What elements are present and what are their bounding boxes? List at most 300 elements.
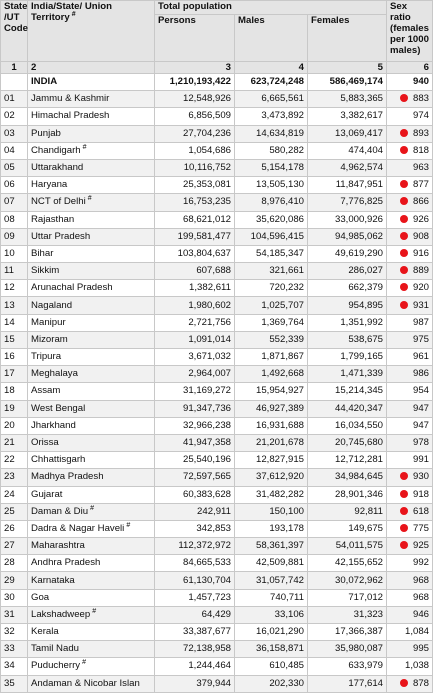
persons-cell: 2,964,007 (155, 366, 235, 383)
males-cell: 552,339 (235, 331, 308, 348)
persons-cell: 25,540,196 (155, 452, 235, 469)
males-cell: 54,185,347 (235, 245, 308, 262)
table-row (1, 331, 433, 348)
males-cell: 46,927,389 (235, 400, 308, 417)
state-name-cell (28, 486, 155, 503)
header-name-label: India/State/ Union Territory (31, 1, 113, 23)
state-name: Meghalaya (31, 368, 78, 380)
state-name-cell (28, 589, 155, 606)
sex-ratio-value: 925 (412, 540, 429, 552)
sex-ratio-value: 926 (412, 213, 429, 225)
females-cell: 3,382,617 (308, 108, 387, 125)
sex-ratio-value: 930 (412, 471, 429, 483)
sex-ratio-value: 893 (412, 127, 429, 139)
males-cell: 720,232 (235, 280, 308, 297)
sex-ratio-value: 931 (412, 299, 429, 311)
state-name-cell (28, 349, 155, 366)
state-name-cell (28, 211, 155, 228)
persons-cell: 103,804,637 (155, 245, 235, 262)
state-code-cell: 11 (1, 263, 28, 280)
state-code-cell: 02 (1, 108, 28, 125)
sex-ratio-value: 968 (412, 591, 429, 603)
state-name-cell (28, 263, 155, 280)
sex-ratio-value: 954 (412, 385, 429, 397)
sex-ratio-cell (387, 675, 433, 692)
sex-ratio-cell (387, 606, 433, 623)
males-cell: 193,178 (235, 520, 308, 537)
males-cell: 36,158,871 (235, 641, 308, 658)
sex-ratio-cell (387, 159, 433, 176)
table-row (1, 280, 433, 297)
persons-cell: 41,947,358 (155, 434, 235, 451)
table-row (1, 263, 433, 280)
state-name-cell (28, 417, 155, 434)
persons-cell: 3,671,032 (155, 349, 235, 366)
females-cell: 7,776,825 (308, 194, 387, 211)
sex-ratio-value: 947 (412, 402, 429, 414)
table-row (1, 555, 433, 572)
persons-cell: 68,621,012 (155, 211, 235, 228)
sex-ratio-value: 961 (412, 351, 429, 363)
males-cell: 104,596,415 (235, 228, 308, 245)
state-name: Nagaland (31, 299, 73, 311)
union-territory-mark: # (82, 143, 87, 151)
table-row (1, 194, 433, 211)
state-name: Daman & Diu (31, 505, 89, 517)
state-name-cell (28, 245, 155, 262)
sex-ratio-value: 975 (412, 333, 429, 345)
low-sex-ratio-dot-icon (400, 94, 408, 102)
sex-ratio-value: 978 (412, 437, 429, 449)
persons-cell: 1,980,602 (155, 297, 235, 314)
sex-ratio-value: 866 (412, 196, 429, 208)
males-cell: 150,100 (235, 503, 308, 520)
sex-ratio-cell (387, 142, 433, 159)
persons-cell: 84,665,533 (155, 555, 235, 572)
state-name: Sikkim (31, 265, 60, 277)
table-row (1, 486, 433, 503)
state-name: Uttar Pradesh (31, 230, 91, 242)
state-name: Madhya Pradesh (31, 471, 104, 483)
females-cell: 30,072,962 (308, 572, 387, 589)
union-territory-mark: # (87, 195, 92, 203)
state-name-cell (28, 572, 155, 589)
state-name-cell (28, 280, 155, 297)
state-code-cell: 07 (1, 194, 28, 211)
state-name-cell (28, 228, 155, 245)
males-cell: 8,976,410 (235, 194, 308, 211)
males-cell: 16,931,688 (235, 417, 308, 434)
sex-ratio-value: 992 (412, 557, 429, 569)
table-row (1, 108, 433, 125)
persons-cell: 32,966,238 (155, 417, 235, 434)
females-cell: 92,811 (308, 503, 387, 520)
persons-cell: 33,387,677 (155, 624, 235, 641)
state-name-cell (28, 555, 155, 572)
sex-ratio-value: 916 (412, 247, 429, 259)
state-name: Lakshadweep (31, 608, 91, 620)
sex-ratio-cell (387, 366, 433, 383)
state-code-cell: 12 (1, 280, 28, 297)
state-code-cell: 26 (1, 520, 28, 537)
sex-ratio-cell (387, 228, 433, 245)
state-name-cell (28, 366, 155, 383)
state-name: Tripura (31, 351, 62, 363)
females-cell: 662,379 (308, 280, 387, 297)
sex-ratio-value: 818 (412, 144, 429, 156)
sex-ratio-value: 618 (412, 505, 429, 517)
state-name: Chhattisgarh (31, 454, 86, 466)
state-name: Manipur (31, 316, 66, 328)
state-name-cell (28, 142, 155, 159)
header-state-code: State /UT Code (1, 1, 28, 62)
table-header (1, 1, 433, 74)
state-name: NCT of Delhi (31, 196, 86, 208)
males-cell: 31,482,282 (235, 486, 308, 503)
males-cell: 5,154,178 (235, 159, 308, 176)
table-row (1, 400, 433, 417)
sex-ratio-cell (387, 125, 433, 142)
state-code-cell: 33 (1, 641, 28, 658)
persons-cell: 6,856,509 (155, 108, 235, 125)
low-sex-ratio-dot-icon (400, 266, 408, 274)
header-sex-ratio: Sex ratio (females per 1000 males) (387, 1, 433, 62)
sex-ratio-cell (387, 194, 433, 211)
state-name: Karnataka (31, 574, 75, 586)
state-name: Chandigarh (31, 144, 81, 156)
column-number: 1 (1, 62, 28, 74)
sex-ratio-cell (387, 469, 433, 486)
sex-ratio-value: 877 (412, 179, 429, 191)
sex-ratio-cell (387, 245, 433, 262)
males-cell: 3,473,892 (235, 108, 308, 125)
sex-ratio-cell (387, 91, 433, 108)
sex-ratio-value: 991 (412, 454, 429, 466)
sex-ratio-cell (387, 263, 433, 280)
persons-cell: 31,169,272 (155, 383, 235, 400)
sex-ratio-value: 968 (412, 574, 429, 586)
persons-cell: 91,347,736 (155, 400, 235, 417)
sex-ratio-cell (387, 486, 433, 503)
header-total-population: Total population (155, 1, 387, 15)
state-code-cell: 01 (1, 91, 28, 108)
state-name: Bihar (31, 247, 54, 259)
females-cell: 474,404 (308, 142, 387, 159)
state-name: Gujarat (31, 488, 63, 500)
sex-ratio-value: 908 (412, 230, 429, 242)
state-name-cell (28, 400, 155, 417)
persons-cell: 1,382,611 (155, 280, 235, 297)
persons-cell: 61,130,704 (155, 572, 235, 589)
table-row (1, 675, 433, 692)
union-territory-mark: # (90, 504, 94, 512)
persons-cell: 1,054,686 (155, 142, 235, 159)
sex-ratio-cell (387, 108, 433, 125)
sex-ratio-cell (387, 452, 433, 469)
sex-ratio-cell (387, 589, 433, 606)
females-cell: 12,712,281 (308, 452, 387, 469)
low-sex-ratio-dot-icon (400, 146, 408, 154)
females-cell: 44,420,347 (308, 400, 387, 417)
females-cell: 54,011,575 (308, 538, 387, 555)
sex-ratio-value: 947 (412, 419, 429, 431)
males-cell: 580,282 (235, 142, 308, 159)
females-cell: 177,614 (308, 675, 387, 692)
state-name-cell (28, 314, 155, 331)
table-row (1, 434, 433, 451)
state-code-cell: 19 (1, 400, 28, 417)
low-sex-ratio-dot-icon (400, 507, 408, 515)
column-number: 2 (28, 62, 155, 74)
males-cell: 37,612,920 (235, 469, 308, 486)
state-code-cell: 31 (1, 606, 28, 623)
males-cell: 31,057,742 (235, 572, 308, 589)
table-row (1, 452, 433, 469)
low-sex-ratio-dot-icon (400, 249, 408, 257)
table-row (1, 538, 433, 555)
state-name-cell (28, 606, 155, 623)
header-males: Males (235, 15, 308, 62)
sex-ratio-value: 1,038 (404, 660, 429, 672)
females-cell: 1,799,165 (308, 349, 387, 366)
sex-ratio-value: 963 (412, 162, 429, 174)
low-sex-ratio-dot-icon (400, 679, 408, 687)
low-sex-ratio-dot-icon (400, 197, 408, 205)
table-row (1, 589, 433, 606)
sex-ratio-cell (387, 624, 433, 641)
males-cell: 15,954,927 (235, 383, 308, 400)
state-code-cell: 21 (1, 434, 28, 451)
state-code-cell: 28 (1, 555, 28, 572)
state-name: Maharashtra (31, 540, 85, 552)
state-name-cell (28, 108, 155, 125)
table-row (1, 383, 433, 400)
males-cell: 740,711 (235, 589, 308, 606)
india-males-cell: 623,724,248 (235, 74, 308, 91)
table-row (1, 91, 433, 108)
low-sex-ratio-dot-icon (400, 490, 408, 498)
sex-ratio-value: 889 (412, 265, 429, 277)
females-cell: 13,069,417 (308, 125, 387, 142)
state-name: Dadra & Nagar Haveli (31, 522, 125, 534)
state-code-cell: 04 (1, 142, 28, 159)
persons-cell: 72,138,958 (155, 641, 235, 658)
state-name-cell (28, 452, 155, 469)
state-code-cell: 06 (1, 177, 28, 194)
state-code-cell: 20 (1, 417, 28, 434)
low-sex-ratio-dot-icon (400, 524, 408, 532)
table-row (1, 658, 433, 675)
column-number: 4 (235, 62, 308, 74)
table-row (1, 469, 433, 486)
females-cell: 49,619,290 (308, 245, 387, 262)
sex-ratio-value: 775 (412, 522, 429, 534)
persons-cell: 1,457,723 (155, 589, 235, 606)
males-cell: 202,330 (235, 675, 308, 692)
state-name-cell (28, 177, 155, 194)
state-name: Andaman & Nicobar Islan (31, 677, 140, 689)
state-code-cell: 17 (1, 366, 28, 383)
state-name: Andhra Pradesh (31, 557, 101, 569)
state-code-cell: 05 (1, 159, 28, 176)
state-name-cell (28, 194, 155, 211)
india-persons-cell: 1,210,193,422 (155, 74, 235, 91)
state-name: Puducherry (31, 660, 81, 672)
state-name-cell (28, 503, 155, 520)
sex-ratio-cell (387, 383, 433, 400)
state-name: West Bengal (31, 402, 86, 414)
india-sex-ratio-cell: 940 (387, 74, 433, 91)
state-name: Haryana (31, 179, 68, 191)
column-number: 6 (387, 62, 433, 74)
sex-ratio-cell (387, 555, 433, 572)
state-name: Orissa (31, 437, 59, 449)
females-cell: 16,034,550 (308, 417, 387, 434)
india-total-row (1, 74, 433, 91)
males-cell: 1,369,764 (235, 314, 308, 331)
state-name: Uttarakhand (31, 162, 84, 174)
state-name-cell (28, 434, 155, 451)
males-cell: 35,620,086 (235, 211, 308, 228)
state-name-cell (28, 125, 155, 142)
state-code-cell: 30 (1, 589, 28, 606)
table-row (1, 641, 433, 658)
state-code-cell: 18 (1, 383, 28, 400)
state-code-cell: 27 (1, 538, 28, 555)
state-name: Kerala (31, 626, 59, 638)
males-cell: 1,492,668 (235, 366, 308, 383)
table-row (1, 159, 433, 176)
table-row (1, 211, 433, 228)
females-cell: 286,027 (308, 263, 387, 280)
females-cell: 11,847,951 (308, 177, 387, 194)
sex-ratio-cell (387, 400, 433, 417)
sex-ratio-cell (387, 211, 433, 228)
males-cell: 321,661 (235, 263, 308, 280)
females-cell: 633,979 (308, 658, 387, 675)
low-sex-ratio-dot-icon (400, 232, 408, 240)
sex-ratio-cell (387, 434, 433, 451)
table-row (1, 228, 433, 245)
union-territory-mark: # (92, 607, 97, 615)
persons-cell: 112,372,972 (155, 538, 235, 555)
sex-ratio-value: 883 (412, 93, 429, 105)
table-row (1, 624, 433, 641)
india-name-cell: INDIA (28, 74, 155, 91)
persons-cell: 342,853 (155, 520, 235, 537)
females-cell: 28,901,346 (308, 486, 387, 503)
state-name: Arunachal Pradesh (31, 282, 113, 294)
males-cell: 1,871,867 (235, 349, 308, 366)
table-row (1, 503, 433, 520)
state-code-cell: 15 (1, 331, 28, 348)
females-cell: 5,883,365 (308, 91, 387, 108)
sex-ratio-cell (387, 280, 433, 297)
persons-cell: 2,721,756 (155, 314, 235, 331)
state-name-cell (28, 159, 155, 176)
females-cell: 20,745,680 (308, 434, 387, 451)
state-code-cell: 10 (1, 245, 28, 262)
sex-ratio-cell (387, 417, 433, 434)
males-cell: 610,485 (235, 658, 308, 675)
sex-ratio-value: 918 (412, 488, 429, 500)
persons-cell: 25,353,081 (155, 177, 235, 194)
state-code-cell: 35 (1, 675, 28, 692)
state-code-cell: 34 (1, 658, 28, 675)
state-name-cell (28, 641, 155, 658)
state-name: Goa (31, 591, 50, 603)
table-row (1, 177, 433, 194)
females-cell: 17,366,387 (308, 624, 387, 641)
low-sex-ratio-dot-icon (400, 180, 408, 188)
females-cell: 31,323 (308, 606, 387, 623)
state-code-cell: 16 (1, 349, 28, 366)
state-name: Assam (31, 385, 61, 397)
males-cell: 21,201,678 (235, 434, 308, 451)
state-name: Tamil Nadu (31, 643, 79, 655)
males-cell: 6,665,561 (235, 91, 308, 108)
persons-cell: 64,429 (155, 606, 235, 623)
females-cell: 4,962,574 (308, 159, 387, 176)
sex-ratio-cell (387, 503, 433, 520)
persons-cell: 199,581,477 (155, 228, 235, 245)
state-code-cell: 32 (1, 624, 28, 641)
table-row (1, 606, 433, 623)
table-row (1, 417, 433, 434)
state-name-cell (28, 658, 155, 675)
sex-ratio-cell (387, 314, 433, 331)
persons-cell: 10,116,752 (155, 159, 235, 176)
females-cell: 954,895 (308, 297, 387, 314)
females-cell: 149,675 (308, 520, 387, 537)
males-cell: 58,361,397 (235, 538, 308, 555)
males-cell: 16,021,290 (235, 624, 308, 641)
females-cell: 42,155,652 (308, 555, 387, 572)
sex-ratio-cell (387, 641, 433, 658)
sex-ratio-value: 946 (412, 608, 429, 620)
sex-ratio-value: 920 (412, 282, 429, 294)
sex-ratio-cell (387, 572, 433, 589)
state-name-cell (28, 331, 155, 348)
low-sex-ratio-dot-icon (400, 301, 408, 309)
males-cell: 13,505,130 (235, 177, 308, 194)
females-cell: 15,214,345 (308, 383, 387, 400)
union-territory-mark: # (126, 521, 131, 529)
females-cell: 538,675 (308, 331, 387, 348)
header-persons: Persons (155, 15, 235, 62)
persons-cell: 242,911 (155, 503, 235, 520)
union-territory-mark: # (82, 659, 86, 667)
sex-ratio-cell (387, 658, 433, 675)
males-cell: 12,827,915 (235, 452, 308, 469)
header-name-mark: # (71, 11, 76, 18)
state-code-cell: 14 (1, 314, 28, 331)
table-row (1, 572, 433, 589)
state-name-cell (28, 538, 155, 555)
state-name-cell (28, 469, 155, 486)
persons-cell: 607,688 (155, 263, 235, 280)
state-name-cell (28, 624, 155, 641)
sex-ratio-cell (387, 297, 433, 314)
sex-ratio-cell (387, 349, 433, 366)
state-code-cell: 08 (1, 211, 28, 228)
state-code-cell: 29 (1, 572, 28, 589)
column-number: 3 (155, 62, 235, 74)
state-name: Jammu & Kashmir (31, 93, 110, 105)
males-cell: 33,106 (235, 606, 308, 623)
males-cell: 1,025,707 (235, 297, 308, 314)
females-cell: 94,985,062 (308, 228, 387, 245)
